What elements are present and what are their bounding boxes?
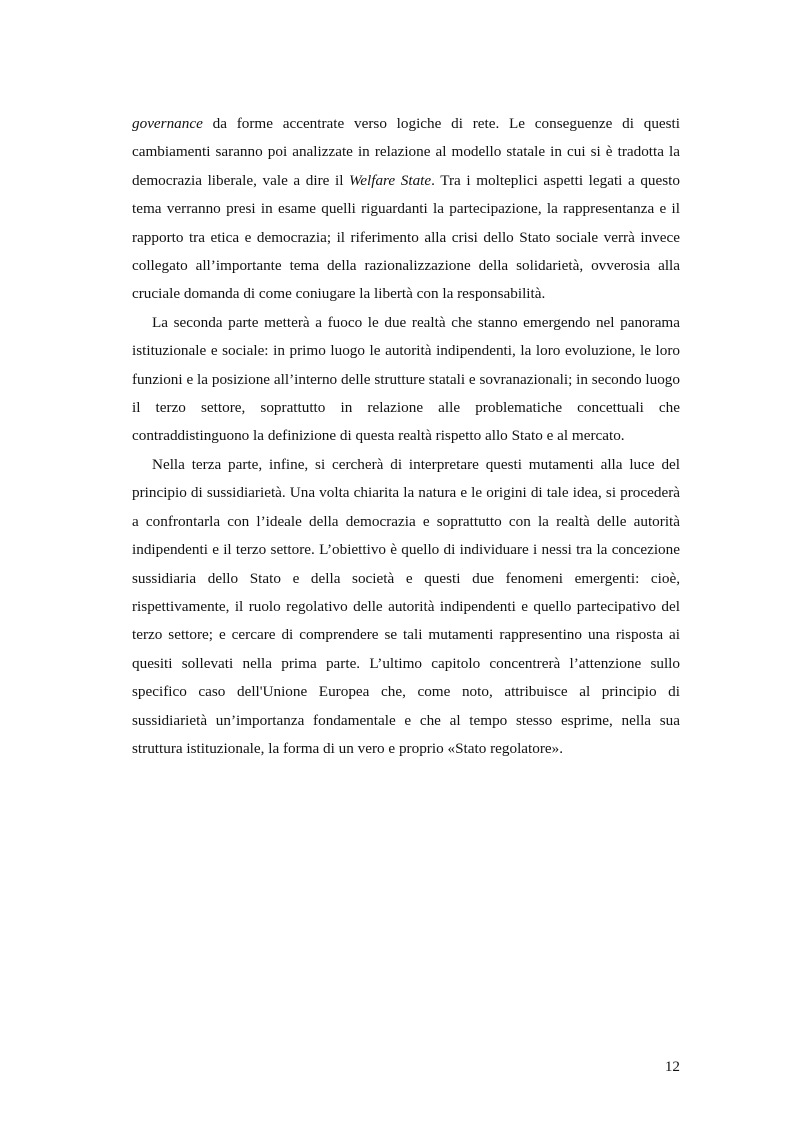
paragraph-1-text-b: . Tra i molteplici aspetti legati a questo tema verranno presi in esame quelli riguardanti la partecipazione, la rappresentanza e il rapporto tra etica e democrazia; il riferimento alla crisi dello Stato sociale verrà invece collegato all’importante tema della razionalizzazione della solidarietà, ovverosia alla cruciale domanda di come coniugare la libertà con la responsabilità.	[132, 171, 680, 303]
paragraph-2	[132, 309, 680, 451]
paragraph-1	[132, 110, 680, 309]
term-welfare-state: Welfare State	[349, 171, 432, 189]
page-number: 12	[664, 1058, 680, 1075]
body-text	[132, 110, 680, 763]
paragraph-3-text: Nella terza parte, infine, si cercherà di interpretare questi mutamenti alla luce del principio di sussidiarietà. Una volta chiarita la natura e le origini di tale idea, si procederà a confrontarla con l’ideale della democrazia e soprattutto con la realtà delle autorità indipendenti e il terzo settore. L’obiettivo è quello di individuare i nessi tra la concezione sussidiaria dello Stato e della società e questi due fenomeni emergenti: cioè, rispettivamente, il ruolo regolativo delle autorità indipendenti e quello partecipativo del terzo settore; e cercare di comprendere se tali mutamenti rappresentino una risposta ai quesiti sollevati nella prima parte. L’ultimo capitolo concentrerà l’attenzione sullo specifico caso dell'Unione Europea che, come noto, attribuisce al principio di sussidiarietà un’importanza fondamentale e che al tempo stesso esprime, nella sua struttura istituzionale, la forma di un vero e proprio «Stato regolatore».	[132, 455, 680, 757]
paragraph-3	[132, 451, 680, 763]
paragraph-1-text-a: da forme accentrate verso logiche di rete. Le conseguenze di questi cambiamenti saranno poi analizzate in relazione al modello statale in cui si è tradotta la democrazia liberale, vale a dire il	[132, 115, 680, 189]
paragraph-2-text: La seconda parte metterà a fuoco le due realtà che stanno emergendo nel panorama istituzionale e sociale: in primo luogo le autorità indipendenti, la loro evoluzione, le loro funzioni e la posizione all’interno delle strutture statali e sovranazionali; in secondo luogo il terzo settore, soprattutto in relazione alle problematiche concettuali che contraddistinguono la definizione di questa realtà rispetto allo Stato e al mercato.	[132, 313, 680, 445]
term-governance: governance	[132, 115, 203, 132]
